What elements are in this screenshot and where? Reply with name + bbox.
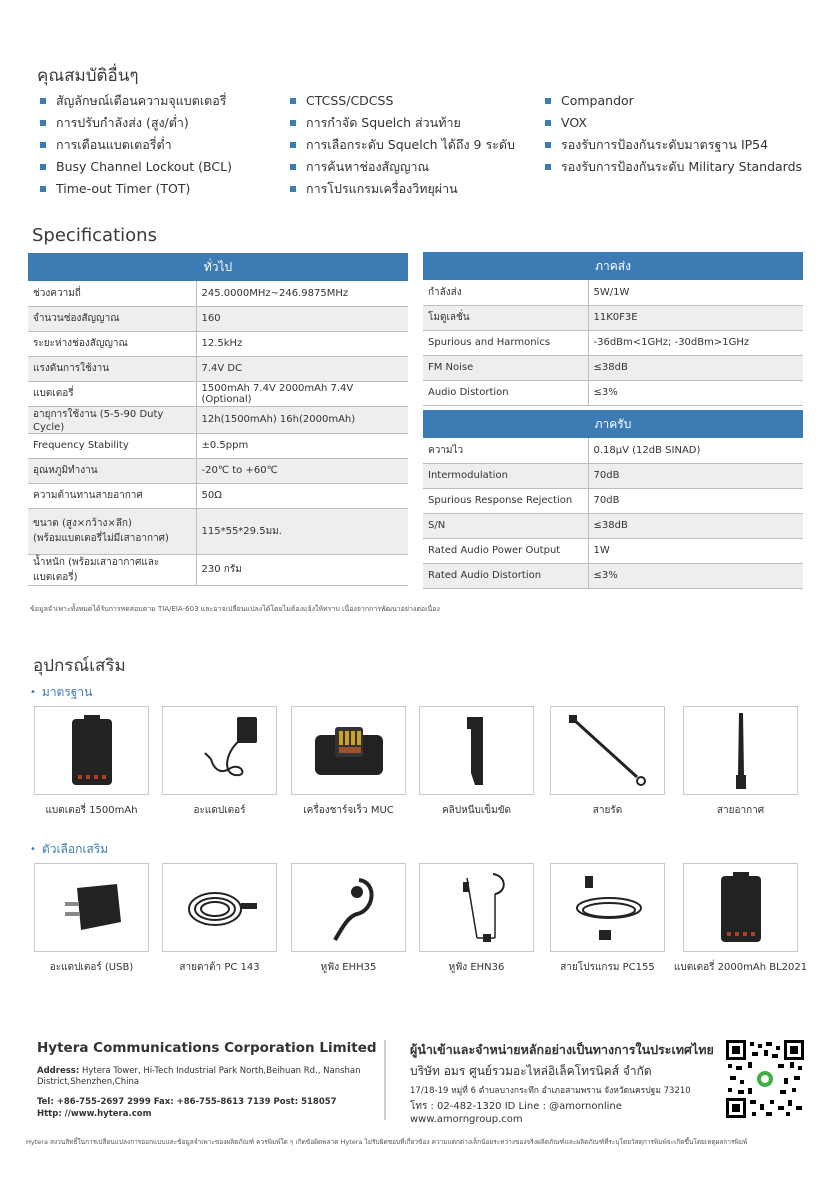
feature-text: CTCSS/CDCSS xyxy=(306,93,394,108)
spec-value: ≤3% xyxy=(588,380,803,405)
accessory-strap xyxy=(550,706,665,816)
square-bullet-icon xyxy=(290,164,296,170)
spec-value: 11K0F3E xyxy=(588,305,803,330)
feature-text: Compandor xyxy=(561,93,634,108)
spec-row xyxy=(423,380,803,405)
optional-label: ตัวเลือกเสริม xyxy=(41,842,109,856)
square-bullet-icon xyxy=(40,98,46,104)
spec-value: 1W xyxy=(588,538,803,563)
feature-text: การเลือกระดับ Squelch ได้ถึง 9 ระดับ xyxy=(306,137,515,152)
spec-row xyxy=(28,554,408,585)
feature-item xyxy=(290,90,545,112)
distributor-title: ผู้นำเข้าและจำหน่ายหลักอย่างเป็นทางการในประเทศไทย xyxy=(410,1042,714,1057)
spec-label: Rated Audio Power Output xyxy=(423,538,588,563)
features-title: คุณสมบัติอื่นๆ xyxy=(37,66,139,86)
earpiece-icon xyxy=(319,870,379,946)
spec-label: ความต้านทานสายอากาศ xyxy=(28,483,196,508)
features-col-2 xyxy=(290,90,545,200)
antenna-icon xyxy=(726,711,756,791)
spec-row xyxy=(28,433,408,458)
spec-row xyxy=(423,463,803,488)
general-header: ทั่วไป xyxy=(28,253,408,281)
company-name: Hytera Communications Corporation Limited xyxy=(37,1040,377,1056)
accessory-earpiece-ehh35 xyxy=(291,863,406,973)
spec-value: 12.5kHz xyxy=(196,331,408,356)
spec-value: 0.18μV (12dB SINAD) xyxy=(588,438,803,463)
feature-item xyxy=(290,112,545,134)
spec-row xyxy=(28,356,408,381)
spec-value: ≤38dB xyxy=(588,513,803,538)
spec-value: 7.4V DC xyxy=(196,356,408,381)
transmit-header: ภาคส่ง xyxy=(423,252,803,280)
feature-text: การโปรแกรมเครื่องวิทยุผ่าน xyxy=(306,181,458,196)
square-bullet-icon xyxy=(290,186,296,192)
feature-item xyxy=(40,156,290,178)
feature-text: รองรับการป้องกันระดับ Military Standards xyxy=(561,159,803,174)
square-bullet-icon xyxy=(290,98,296,104)
distributor-name: บริษัท อมร ศูนย์รวมอะไหล่อิเล็คโทรนิคส์ จำกัด xyxy=(410,1064,652,1078)
spec-label: ความไว xyxy=(423,438,588,463)
spec-row xyxy=(28,458,408,483)
spec-row xyxy=(423,513,803,538)
data-cable-icon xyxy=(175,873,265,943)
address-label: Address: xyxy=(37,1066,80,1076)
usb-adapter-icon xyxy=(57,878,127,938)
square-bullet-icon xyxy=(40,142,46,148)
feature-text: Busy Channel Lockout (BCL) xyxy=(56,159,232,174)
spec-label: ขนาด (สูง×กว้าง×ลึก) (พร้อมแบตเตอรี่ไม่มีเสาอากาศ) xyxy=(28,508,196,554)
general-spec-table xyxy=(28,253,408,586)
company-contact: Tel: +86-755-2697 2999 Fax: +86-755-8613 7139 Post: 518057 xyxy=(37,1097,337,1107)
feature-item xyxy=(545,156,805,178)
feature-item xyxy=(290,156,545,178)
spec-value: ±0.5ppm xyxy=(196,433,408,458)
accessory-caption: สายดาต้า PC 143 xyxy=(179,962,260,973)
square-bullet-icon xyxy=(545,98,551,104)
spec-label: Frequency Stability xyxy=(28,433,196,458)
spec-label: FM Noise xyxy=(423,355,588,380)
distributor-web[interactable]: www.amorngroup.com xyxy=(410,1114,523,1125)
feature-text: VOX xyxy=(561,115,587,130)
feature-item xyxy=(290,178,545,200)
accessory-data-cable xyxy=(162,863,277,973)
feature-text: การเตือนแบตเตอรี่ต่ำ xyxy=(56,137,172,152)
spec-value: 160 xyxy=(196,306,408,331)
address-text: Hytera Tower, Hi-Tech Industrial Park North,Beihuan Rd., Nanshan District,Shenzhen,China xyxy=(37,1066,361,1087)
accessory-earpiece-ehn36 xyxy=(419,863,534,973)
spec-row xyxy=(28,331,408,356)
spec-label: อายุการใช้งาน (5-5-90 Duty Cycle) xyxy=(28,406,196,433)
spec-row xyxy=(423,488,803,513)
earpiece-icon xyxy=(437,868,517,948)
spec-value: 70dB xyxy=(588,488,803,513)
spec-row xyxy=(28,281,408,306)
accessories-title: อุปกรณ์เสริม xyxy=(33,656,126,676)
square-bullet-icon xyxy=(545,164,551,170)
feature-text: Time-out Timer (TOT) xyxy=(56,181,191,196)
battery-icon xyxy=(711,870,771,946)
accessory-adapter xyxy=(162,706,277,816)
company-address xyxy=(37,1066,377,1088)
spec-row xyxy=(423,563,803,588)
accessory-caption: แบตเตอรี่ 2000mAh BL2021 xyxy=(673,962,808,973)
optional-subheading xyxy=(30,840,108,859)
accessory-caption: สายรัด xyxy=(592,805,623,816)
feature-text: การกำจัด Squelch ส่วนท้าย xyxy=(306,115,461,130)
standard-label: มาตรฐาน xyxy=(41,685,93,699)
spec-label: ช่วงความถี่ xyxy=(28,281,196,306)
spec-label: แรงดันการใช้งาน xyxy=(28,356,196,381)
spec-label: Spurious and Harmonics xyxy=(423,330,588,355)
spec-label: แบตเตอรี่ xyxy=(28,381,196,406)
receive-spec-table xyxy=(423,410,803,589)
spec-label: น้ำหนัก (พร้อมเสาอากาศและแบตเตอรี่) xyxy=(28,554,196,585)
bullet-icon: • xyxy=(30,844,36,855)
spec-value: 230 กรัม xyxy=(196,554,408,585)
feature-text: การค้นหาช่องสัญญาณ xyxy=(306,159,430,174)
accessory-battery-2000 xyxy=(673,863,808,973)
accessory-caption: อะแดปเตอร์ xyxy=(193,805,246,816)
feature-text: การปรับกำลังส่ง (สูง/ต่ำ) xyxy=(56,115,189,130)
feature-text: สัญลักษณ์เตือนความจุแบตเตอรี่ xyxy=(56,93,227,108)
qr-code-icon[interactable] xyxy=(726,1040,804,1118)
spec-row xyxy=(28,381,408,406)
feature-item xyxy=(40,112,290,134)
feature-item xyxy=(40,178,290,200)
spec-label: กำลังส่ง xyxy=(423,280,588,305)
square-bullet-icon xyxy=(40,164,46,170)
feature-item xyxy=(40,134,290,156)
spec-row xyxy=(423,305,803,330)
distributor-address: 17/18-19 หมู่ที่ 6 ตำบลบางกระทึก อำเภอสามพราน จังหวัดนครปฐม 73210 xyxy=(410,1086,691,1096)
spec-row xyxy=(28,483,408,508)
spec-label: Spurious Response Rejection xyxy=(423,488,588,513)
program-cable-icon xyxy=(563,870,653,946)
spec-row xyxy=(423,280,803,305)
spec-label: จำนวนช่องสัญญาณ xyxy=(28,306,196,331)
spec-value: ≤3% xyxy=(588,563,803,588)
manufacturer-info xyxy=(37,1040,377,1120)
spec-label: Intermodulation xyxy=(423,463,588,488)
receive-header: ภาครับ xyxy=(423,410,803,438)
footer-divider xyxy=(384,1040,386,1120)
accessory-caption: สายโปรแกรม PC155 xyxy=(560,962,655,973)
standard-subheading xyxy=(30,683,92,702)
feature-item xyxy=(40,90,290,112)
spec-row xyxy=(28,306,408,331)
square-bullet-icon xyxy=(40,120,46,126)
feature-text: รองรับการป้องกันระดับมาตรฐาน IP54 xyxy=(561,137,769,152)
accessory-caption: หูฟัง EHH35 xyxy=(320,962,377,973)
spec-label: ระยะห่างช่องสัญญาณ xyxy=(28,331,196,356)
accessory-caption: เครื่องชาร์จเร็ว MUC xyxy=(303,805,394,816)
square-bullet-icon xyxy=(290,142,296,148)
spec-value: ≤38dB xyxy=(588,355,803,380)
bullet-icon: • xyxy=(30,687,36,698)
feature-item xyxy=(545,90,805,112)
spec-row xyxy=(423,438,803,463)
accessory-program-cable xyxy=(550,863,665,973)
features-list xyxy=(40,90,810,200)
spec-value: 70dB xyxy=(588,463,803,488)
battery-icon xyxy=(62,713,122,789)
spec-label: Audio Distortion xyxy=(423,380,588,405)
distributor-info xyxy=(410,1040,720,1125)
feature-item xyxy=(545,134,805,156)
spec-label: อุณหภูมิทำงาน xyxy=(28,458,196,483)
standard-accessories xyxy=(0,706,820,846)
charger-icon xyxy=(309,721,389,781)
spec-value: -36dBm<1GHz; -30dBm>1GHz xyxy=(588,330,803,355)
spec-row xyxy=(28,508,408,554)
features-col-3 xyxy=(545,90,805,200)
accessory-usb-adapter xyxy=(34,863,149,973)
accessory-battery-1500 xyxy=(34,706,149,816)
spec-row xyxy=(423,538,803,563)
spec-value: 245.0000MHz~246.9875MHz xyxy=(196,281,408,306)
accessory-belt-clip xyxy=(419,706,534,816)
adapter-icon xyxy=(175,713,265,789)
spec-label: โมดูเลชั่น xyxy=(423,305,588,330)
square-bullet-icon xyxy=(545,120,551,126)
spec-value: 50Ω xyxy=(196,483,408,508)
spec-value: 12h(1500mAh) 16h(2000mAh) xyxy=(196,406,408,433)
optional-accessories xyxy=(0,863,820,1003)
feature-item xyxy=(545,112,805,134)
disclaimer: Hytera สงวนสิทธิ์ในการเปลี่ยนแปลงการออกแบบและข้อมูลจำเพาะของผลิตภัณฑ์ ควรพิมพ์ใด ๆ เกิดข้อผิดพลาด Hytera ไม่รับผิดชอบที่เกี่ยวข้อง ความแตกต่างเล็กน้อยระหว่างของจริงผลิตภัณฑ์และผลิตภัณฑ์ที่ระบุโดยวัสดุการพิมพ์จะเกิดขึ้นโดยเหตุผลการพิมพ์ xyxy=(26,1138,748,1146)
distributor-contact: โทร : 02-482-1320 ID Line : @amornonline xyxy=(410,1101,622,1112)
spec-label: Rated Audio Distortion xyxy=(423,563,588,588)
spec-value: 115*55*29.5มม. xyxy=(196,508,408,554)
accessory-caption: หูฟัง EHN36 xyxy=(448,962,505,973)
spec-label: S/N xyxy=(423,513,588,538)
accessory-charger xyxy=(291,706,406,816)
square-bullet-icon xyxy=(40,186,46,192)
accessory-caption: อะแดปเตอร์ (USB) xyxy=(49,962,134,973)
company-web[interactable]: Http: //www.hytera.com xyxy=(37,1109,152,1119)
transmit-spec-table xyxy=(423,252,803,406)
spec-row xyxy=(423,355,803,380)
square-bullet-icon xyxy=(290,120,296,126)
feature-item xyxy=(290,134,545,156)
specifications-title: Specifications xyxy=(32,225,157,246)
accessory-caption: สายอากาศ xyxy=(716,805,765,816)
spec-note: ข้อมูลจำเพาะทั้งหมดได้รับการทดสอบตาม TIA/EIA-603 และอาจเปลี่ยนแปลงได้โดยไม่ต้องแจ้งให้ทราบ เนื่องจากการพัฒนาอย่างต่อเนื่อง xyxy=(30,605,440,613)
accessory-caption: คลิปหนีบเข็มขัด xyxy=(441,805,512,816)
spec-value: -20℃ to +60℃ xyxy=(196,458,408,483)
square-bullet-icon xyxy=(545,142,551,148)
spec-value: 1500mAh 7.4V 2000mAh 7.4V (Optional) xyxy=(196,381,408,406)
spec-value: 5W/1W xyxy=(588,280,803,305)
features-col-1 xyxy=(40,90,290,200)
spec-row xyxy=(28,406,408,433)
accessory-antenna xyxy=(683,706,798,816)
spec-row xyxy=(423,330,803,355)
accessory-caption: แบตเตอรี่ 1500mAh xyxy=(45,805,138,816)
strap-icon xyxy=(563,713,653,789)
belt-clip-icon xyxy=(457,713,497,789)
